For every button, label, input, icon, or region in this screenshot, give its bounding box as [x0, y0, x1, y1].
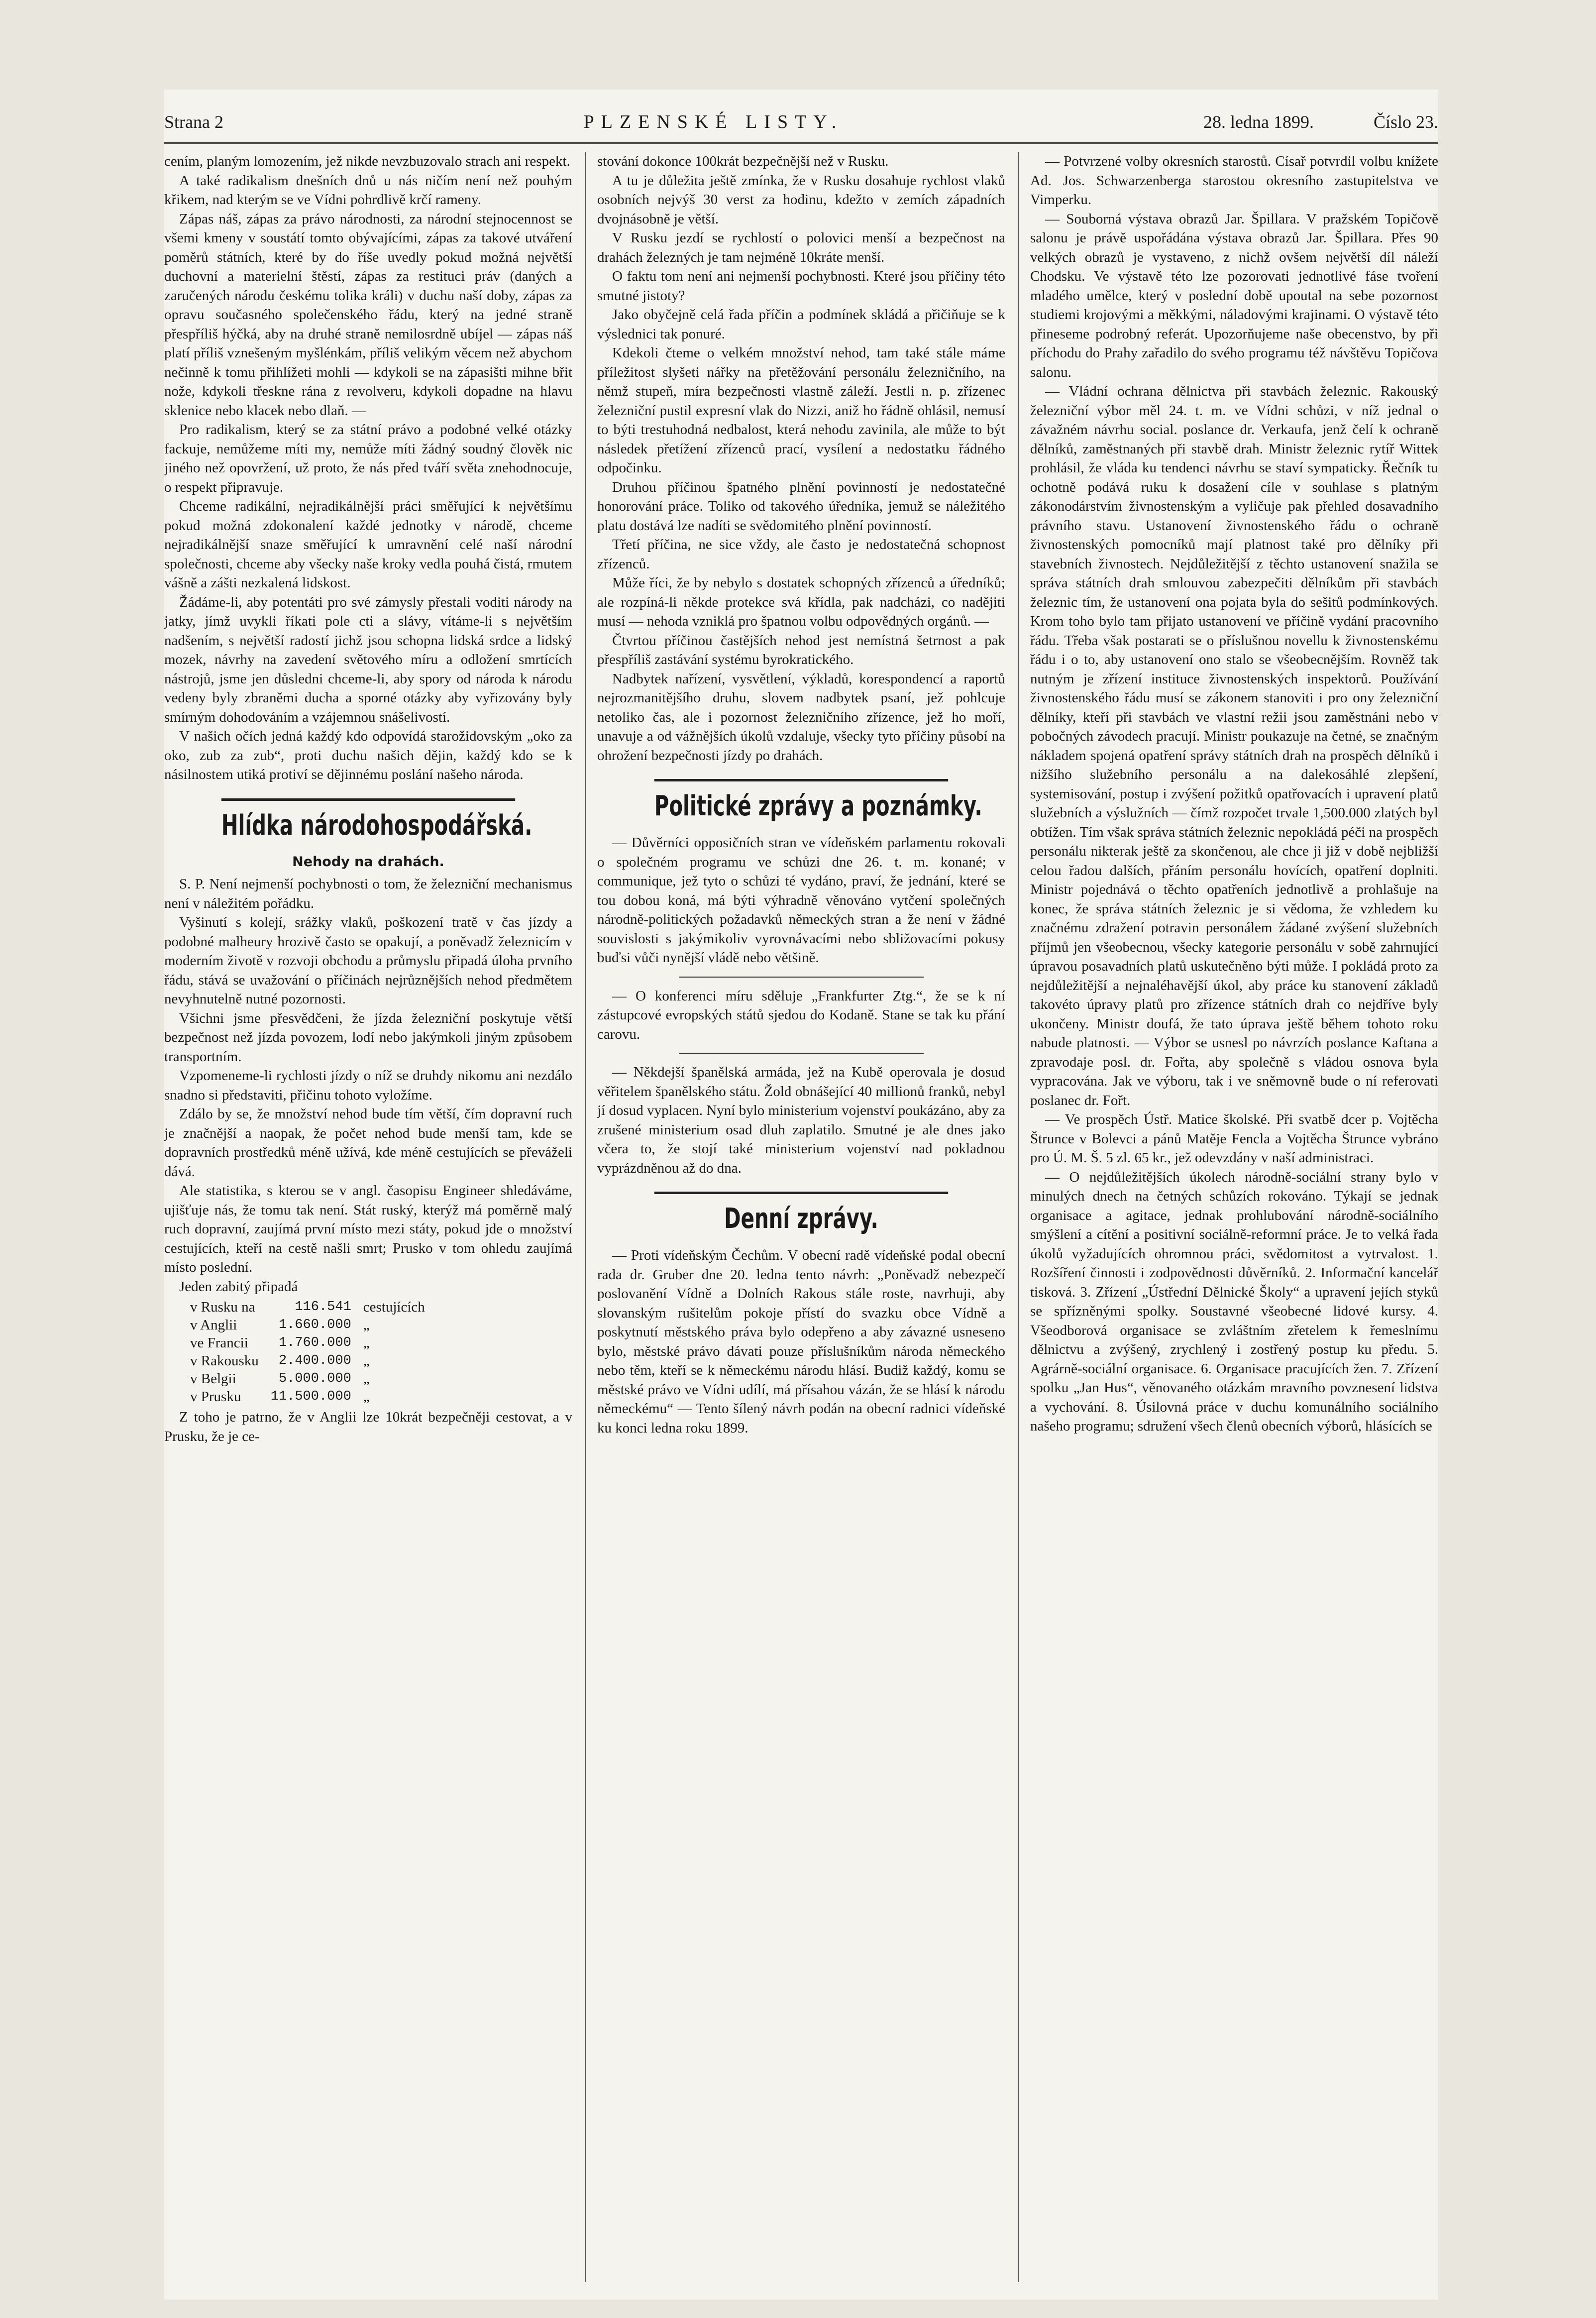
paragraph: — Souborná výstava obrazů Jar. Špillara. V pražském Topičově salonu je právě uspořádána výstava obrazů Jar. Špillara. Přes 90 velkých obrazů je vystaveno, z nichž ovšem největší díl náleží Chodsku. Ve výstavě této lze pozorovati jednotlivé fáse tvoření mladého umělce, který v poslední době upoutal na sebe pozornost studiemi krojovými a měkkými, náladovými krajinami. O výstavě této přineseme podrobný referát. Upozorňujeme naše obecenstvo, by při příchodu do Prahy zařadilo do svého programu též návštěvu Topičova salonu. — [1030, 211, 1438, 380]
paragraph: Z toho je patrno, že v Anglii lze 10krát bezpečněji cestovat, a v Prusku, že je ce- — [164, 1409, 572, 1444]
article-subhead: Nehody na drahách. — [292, 854, 444, 870]
paragraph: Čtvrtou příčinou častějších nehod jest nemístná šetrnost a pak přespříliš zastávání systému byrokratického. — [597, 632, 1005, 667]
divider — [679, 1053, 924, 1054]
stat-value: 5.000.000 — [278, 1371, 351, 1386]
paragraph: Třetí příčina, ne sice vždy, ale často je nedostatečná schopnost zřízenců. — [597, 537, 1005, 572]
paragraph: Ale statistika, s kterou se v angl. časopisu Engineer shledáváme, ujišťuje nás, že tomu tak není. Stát ruský, kterýž má poměrně malý ruch dopravní, zaujímá první místo mezi státy, pokud jde o množství cestujících, kteří na cestě našli smrt; Prusko v tom ohledu zaujímá místo poslední. — [164, 1183, 572, 1275]
paragraph: A také radikalism dnešních dnů u nás ničím není než pouhým křikem, nad kterým se ve Vídni pohrdlivě krčí rameny. — [164, 172, 572, 208]
table-row — [184, 1370, 431, 1388]
paragraph: stování dokonce 100krát bezpečnější než v Rusku. — [597, 153, 889, 169]
column-rule — [585, 152, 586, 2282]
stat-unit: „ — [363, 1371, 370, 1387]
section-title-politics: Politické zprávy a poznámky. — [654, 779, 948, 824]
stat-value: 11.500.000 — [270, 1389, 351, 1404]
table-row — [184, 1334, 431, 1352]
column-3 — [1030, 152, 1438, 1436]
stat-label: v Belgii — [190, 1371, 236, 1387]
paragraph: Zápas náš, zápas za právo národnosti, za národní stejnocennost se všemi kmeny v soustátí tomto obývajícími, zápas za takové utváření poměrů státních, které by do říše uvedly pokud možná největší duchovní a materielní štěstí, zápas za restituci práv (daných a zaručených národu českému tolika králi) v duchu naší doby, zápas za opravu současného společenského řádu, který na jedné straně přespříliš hýčká, aby na druhé straně nemilosrdně ubíjel — zápas náš platí příliš vznešeným myšlénkám, příliš velikým věcem než abychom nečinně k tomu přihlížeti mohli — kdykoli se na zápasišti mihne břit nože, kdykoli třeskne rána z revolveru, kdykoli dopadne na hlavu sklenice nebo klacek nebo dlaň. — — [164, 211, 572, 419]
paragraph: — Důvěrníci opposičních stran ve vídeňském parlamentu rokovali o společném programu ve schůzi dne 26. t. m. konané; v communique, jež tyto o schůzi té vydáno, praví, že jednání, které se tou dobou koná, má býti výhradně věnováno vytčení společných národně-politických požadavků německých stran a že není v žádné souvislosti s jakýmikoliv vyrovnávacími nebo sbližovacími pokusy buďsi vůči nynější vládě nebo většině. — [597, 835, 1005, 966]
paragraph: — Někdejší španělská armáda, jež na Kubě operovala je dosud věřitelem španělského státu. Žold obnášející 40 millionů franků, nebyl jí dosud vyplacen. Nyní bylo ministerium vojenství poukázáno, aby za zrušené ministerium osad dluh zaplatilo. Smutné je ale dnes jako včera to, že stojí také ministerium vojenství nad pokladnou vyprázdněnou až do dna. — [597, 1064, 1005, 1176]
column-1 — [164, 152, 572, 1446]
paragraph: V Rusku jezdí se rychlostí o polovici menší a bezpečnost na drahách železných je tam nejméně 10kráte menší. — [597, 230, 1005, 265]
table-row — [184, 1388, 431, 1406]
issue-date: 28. ledna 1899. — [1203, 112, 1314, 132]
paragraph: O faktu tom není ani nejmenší pochybnosti. Které jsou příčiny této smutné jistoty? — [597, 268, 1005, 304]
stat-value: 1.660.000 — [278, 1318, 351, 1332]
paragraph: Může říci, že by nebylo s dostatek schopných zřízenců a úředníků; ale rozpíná-li někde protekce svá křídla, pak nadcházi, co nadějiti musí — nehoda vzniklá pro špatnou volbu odpovědných orgánů. — — [597, 575, 1005, 629]
stat-label: v Anglii — [190, 1317, 237, 1333]
paragraph: — Potvrzené volby okresních starostů. Císař potvrdil volbu knížete Ad. Jos. Schwarzenberga starostou okresního zastupitelstva ve Vimperku. — [1030, 153, 1438, 208]
paragraph: Vzpomeneme-li rychlosti jízdy o níž se druhdy nikomu ani nezdálo snadno si představiti, přičinu tohoto vyložíme. — [164, 1068, 572, 1103]
stat-unit: „ — [363, 1389, 370, 1405]
stat-value: 2.400.000 — [278, 1353, 351, 1368]
table-row — [184, 1316, 431, 1334]
column-2 — [597, 152, 1005, 1437]
page-header — [164, 105, 1438, 144]
accident-statistics-table — [184, 1298, 431, 1406]
paragraph: Druhou příčinou špatného plnění povinností je nedostatečné honorování práce. Toliko od takového úředníka, jemuž se náležitého platu dostává lze nadíti se svědomitého plnění povinností. — [597, 479, 1005, 534]
issue-number: Číslo 23. — [1373, 112, 1438, 132]
stat-unit: „ — [363, 1353, 370, 1369]
paragraph: S. P. Není nejmenší pochybnosti o tom, že železniční mechanismus není v náležitém pořádku. — [164, 876, 572, 911]
paragraph: Vyšinutí s kolejí, srážky vlaků, poškození tratě v čas jízdy a podobné malheury hrozivě často se opakují, a poněvadž železnicím v moderním životě v rozvoji obchodu a průmyslu připadá úloha prvního řádu, stává se uvažování o příčinách nejrůznějších nehod předmětem nevyhnutelně nutné pozornosti. — [164, 914, 572, 1007]
paragraph: — Ve prospěch Ústř. Matice školské. Při svatbě dcer p. Vojtěcha Štrunce v Bolevci a pánů Matěje Fencla a Vojtěcha Štrunce vybráno pro Ú. M. Š. 5 zl. 65 kr., jež odevzdány v naší administraci. — [1030, 1111, 1438, 1166]
paragraph: Chceme radikální, nejradikálnější práci směřující k největšímu pokud možná zdokonalení každé jednotky v národě, chceme nejradikálnější snaze směřující k umravnění celé naší národní společnosti, chceme aby všecky naše kroky vedla pouhá čistá, rmutem vášně a zášti nezkalená lidskost. — [164, 498, 572, 591]
paragraph: V našich očích jedná každý kdo odpovídá starožidovským „oko za oko, zub za zub“, proti duchu našich dějin, každý kdo se k násilnostem utiká protiví se dějinnému poslání našeho národa. — [164, 728, 572, 782]
stat-label: v Rakousku — [190, 1353, 259, 1369]
paragraph: A tu je důležita ještě zmínka, že v Rusku dosahuje rychlost vlaků osobních nejvýš 30 verst za hodinu, kdežto v zemích západních dvojnásobně je větší. — [597, 172, 1005, 227]
stat-label: ve Francii — [190, 1335, 248, 1351]
paragraph: Kdekoli čteme o velkém množství nehod, tam také stále máme příležitost slyšeti nářky na přetěžování personálu železničního, na němž stupeň, míra bezpečnosti vlastně záleží. Jestli n. p. zřízenec železniční pustil expresní vlak do Nizzi, aniž ho řádně ohlásil, nemusí to býti trestuhodná nedbalost, která nehodu zavinila, ale může to být následek přetížení zřízenců prací, vysílení a nedostatku řádného odpočinku. — [597, 345, 1005, 476]
paragraph: cením, planým lomozením, jež nikde nevzbuzovalo strach ani respekt. — [164, 153, 570, 169]
section-title-economy: Hlídka národohospodářská. — [221, 798, 515, 844]
paragraph: Jeden zabitý připadá — [179, 1278, 298, 1295]
paragraph: Nadbytek nařízení, vysvětlení, výkladů, korespondencí a raportů nejrozmanitějšího druhu, slovem nadbytek psaní, jež pohlcuje netoliko čas, ale i pozornost železničního zřízence, jež ho moří, unavuje a od vážnějších úkolů vzdaluje, všecky tyto příčiny působí na ohrožení bezpečnosti jízdy po drahách. — [597, 670, 1005, 764]
stat-value: 116.541 — [295, 1300, 351, 1315]
stat-unit: „ — [363, 1317, 370, 1333]
paragraph: — Vládní ochrana dělnictva při stavbách železnic. Rakouský železniční výbor měl 24. t. m. ve Vídni schůzi, v níž jednal o závažném návrhu social. poslance dr. Verkaufa, jenž čelí k ochraně dělníků, zaměstnaných při stavbě drah. Ministr železnic rytíř Wittek prohlásil, že vláda ku tendenci návrhu se staví sympaticky. Řečník tu ochotně podává ruku k dosažení cíle v souhlase s platným zákonodárstvím živnostenským a vyličuje pak přehled dosavadního právního stavu. Ustanovení živnostenského řádu o ochraně živnostenských pomocníků mají platnost také pro dělníky při stavebních živnostech. Nejdůležitější z těchto ustanovení snažila se správa státních drah smlouvou zabezpečiti dělníkům při stavbách železnic tím, že ustanovení ona pojata byla do sešitů podmínkových. Krom toho bylo tam přijato ustanovení ve příčině vydání pracovního řádu. Třeba však postarati se o příslušnou novellu k živnostenskému řádu i o to, aby ustanovení ono stalo se všeobecnějším. Rovněž tak nutným je zřízení instituce živnostenských inspektorů. Používání živnostenského řádu musí se zákonem stanoviti i pro ony železniční dělníky, kteří při stavbách ve vlastní režii jsou zaměstnáni nebo v pobočných závodech pracují. Ministr poukazuje na četné, se značným nákladem spojená opatření správy státních drah na prospěch dělníků i nižšího služebního personálu a na dalekosáhlé zlepšení, systemisování, postup i zvýšení požitků opatřovacích i upravení platů služebních a výslužních — čímž rozpočet trvale 1,500.000 zlatých byl obtížen. Tím však správa státních železnic nepokládá péči na prospěch personálu nikterak ještě za skončenou, ale chce ji již v době nejbližší celou řadou dalších, přáním personálu hovících, opatření doplniti. Ministr pojednává o těchto opatřeních jednotlivě a prohlašuje na konec, že správa státních železnic je si vědoma, že vzhledem ku značnému zdražení potravin personálem žádané zvýšení služebních příjmů jen všeobecnou, všecky kategorie personálu v sobě zahrnující úpravou posavadních platů uskutečněno býti může. I pokládá proto za nejdůležitější a nejnaléhavější úkol, aby práce ku stanovení základů takovéto úpravy platů pro zřízence státních drah co nejdříve byly ukončeny. Ministr doufá, že tato úprava ještě během tohoto roku nabude platnosti. — Výbor se usnesl po návrzích poslance Kaftana a zpravodaje posl. dr. Fořta, aby společně s vládou osnova byla vypracována. Jak ve výboru, tak i ve sněmovně bude o ní referovati poslanec dr. Fořt. — [1030, 383, 1438, 1108]
paragraph: Pro radikalism, který se za státní právo a podobné velké otázky fackuje, nemůžeme míti my, nemůže míti žádný soudný člověk nic jiného než opovržení, už proto, že nás před tváří světa znehodnocuje, o respekt připravuje. — [164, 422, 572, 495]
stat-value: 1.760.000 — [278, 1335, 351, 1350]
paragraph: Jako obyčejně celá řada příčin a podmínek skládá a přičiňuje se k výslednici tak ponuré. — [597, 307, 1005, 342]
stat-label: v Prusku — [190, 1389, 241, 1405]
table-row — [184, 1352, 431, 1370]
paragraph: — O konferenci míru sděluje „Frankfurter Ztg.“, že se k ní zástupcové evropských států sjedou do Kodaně. Stane se tak ku přání carovu. — [597, 988, 1005, 1042]
divider — [679, 977, 924, 978]
paragraph: — O nejdůležitějších úkolech národně-sociální strany bylo v minulých dnech na četných schůzích rokováno. Týkají se jednak organisace a agitace, jednak prohlubování národně-sociálního smýšlení a cítění a positivní sociálně-reformní práce. Je to velká řada úkolů vyžadujících ohromnou práci, svědomitost a vytrvalost. 1. Rozšíření činnosti i zodpovědnosti důvěrníků. 2. Informační kancelář tisková. 3. Zřízení „Ústřední Dělnické Školy“ a upravení jejích styků se spřízněnými spolky. Soustavné všeobecné lidové kursy. 4. Všeodborová organisace se zvláštním zřetelem k řemeslnímu dělnictvu a zvýšený, zrychlený i zostřený postup ku předu. 5. Agrárně-sociální organisace. 6. Organisace pracujících žen. 7. Zřízení spolku „Jan Hus“, věnovaného otázkám mravního povznesení lidstva a vychování. 8. Úsilovná práce v duchu komunálního sociálního našeho programu; sdružení všech členů obecních výborů, hlásících se — [1030, 1169, 1438, 1434]
stat-label: v Rusku na — [190, 1299, 255, 1315]
paragraph: Všichni jsme přesvědčeni, že jízda železniční poskytuje větší bezpečnost než jízda povozem, lodí nebo jakýmkoli jiným způsobem transportním. — [164, 1010, 572, 1065]
newspaper-page — [164, 90, 1438, 2300]
paragraph: Žádáme-li, aby potentáti pro své zámysly přestali voditi národy na jatky, jímž uvykli říkati pole cti a slávy, vítáme-li s největším nadšením, s největší radostí jichž jsou schopna lidská srdce a lidský mozek, návrhy na zavedení světového míru a odložení smrtících nástrojů, jsme jen důsledni chceme-li, aby spory od národa k národu vedeny byly zbraněmi ducha a sporné otázky aby vyřizovány byly smírným dohodováním a vzájemnou snášelivostí. — [164, 594, 572, 725]
paragraph: — Proti vídeňským Čechům. V obecní radě vídeňské podal obecní rada dr. Gruber dne 20. ledna tento návrh: „Poněvadž nebezpečí poslovanění Vídně a Dolních Rakous stále roste, navrhuji, aby slovanským rušitelům pokoje přístí do svazku obce Vídně a poskytnutí městského práva bylo odepřeno a aby závazné usneseno bylo, městské právo dávati pouze příslušníkům národa německého nebo těm, kteří se k německému národu hlásí. Budiž každý, komu se městské právo ve Vídni udílí, má přísahou vázán, že se hlásí k národu německému“ — Tento šílený návrh podán na obecní radnici vídeňské ku konci ledna roku 1899. — [597, 1247, 1005, 1436]
stat-unit: cestujících — [363, 1299, 425, 1315]
section-title-daily-news: Denní zprávy. — [654, 1192, 948, 1237]
paragraph: Zdálo by se, že množství nehod bude tím větší, čím dopravní ruch je značnější a naopak, že počet nehod bude menší tam, kde se dopravních prostředků méně užívá, kde méně cestujících se převáželi dává. — [164, 1106, 572, 1180]
stat-unit: „ — [363, 1335, 370, 1351]
table-row — [184, 1298, 431, 1316]
masthead-title: PLZENSKÉ LISTY. — [583, 111, 844, 132]
column-rule — [1018, 152, 1019, 2282]
page-number: Strana 2 — [164, 112, 223, 132]
